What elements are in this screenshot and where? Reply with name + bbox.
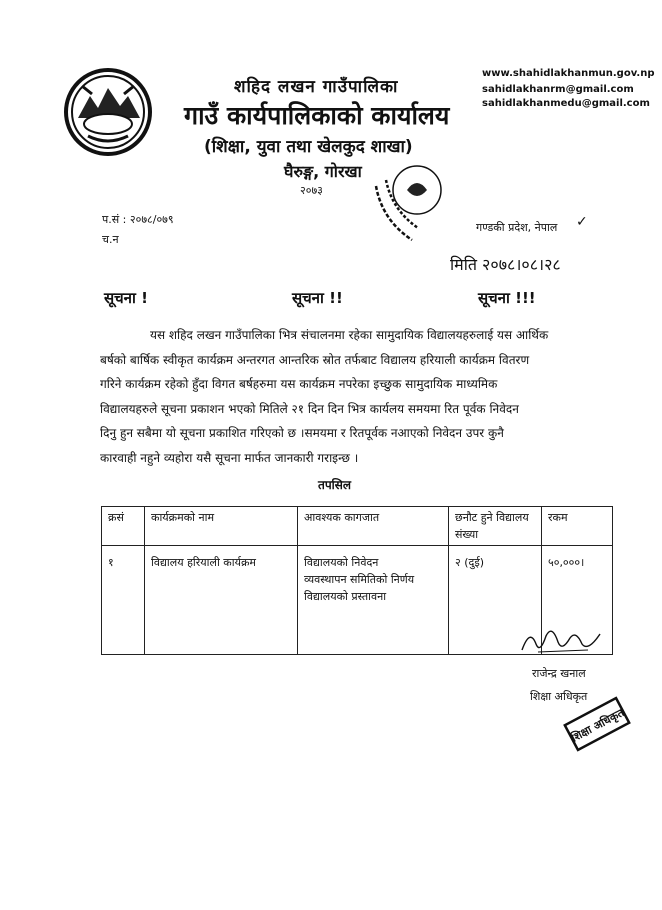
office-location: घैरुङ्ग, गोरखा [284, 162, 362, 181]
email-text-2: sahidlakhanmedu@gmail.com [482, 98, 650, 109]
notice-date: मिति २०७८।०८।२८ [450, 255, 561, 274]
dispatch-number: च.न [102, 233, 119, 246]
notice-heading-1: सूचना ! [104, 289, 148, 307]
notice-heading-3: सूचना !!! [478, 289, 536, 307]
cell-program: विद्यालय हरियाली कार्यक्रम [145, 546, 298, 655]
body-line: कारवाही नहुने व्यहोरा यसै सूचना मार्फत जानकारी गराइन्छ । [100, 450, 359, 465]
cell-documents [298, 546, 449, 655]
municipality-name: शहिद लखन गाउँपालिका [234, 77, 399, 97]
reference-number: प.सं : २०७८/०७९ [102, 213, 174, 226]
cell-amount: ५०,०००। [542, 546, 613, 655]
table-header-row [102, 507, 613, 546]
header-serial: क्रसं [102, 507, 145, 546]
cell-schools: २ (दुई) [449, 546, 542, 655]
website-text: www.shahidlakhanmun.gov.np [482, 68, 655, 79]
province-text: गण्डकी प्रदेश, नेपाल [476, 221, 558, 234]
officer-title: शिक्षा अधिकृत [530, 690, 588, 703]
section-name: (शिक्षा, युवा तथा खेलकुद शाखा) [204, 137, 413, 157]
body-line: विद्यालयहरुले सूचना प्रकाशन भएको मितिले २१ दिन दिन भित्र कार्यलय समयमा रित पूर्वक निवेदन [100, 401, 519, 416]
signature-scribble [518, 624, 604, 658]
notice-body [100, 323, 624, 470]
cell-serial: १ [102, 546, 145, 655]
document-item: विद्यालयको प्रस्तावना [304, 590, 387, 603]
stamp-text: शिक्षा अधिकृत [569, 706, 627, 745]
body-line: दिनु हुन सबैमा यो सूचना प्रकाशित गरिएको छ ।समयमा र रितपूर्वक नआएको निवेदन उपर कुनै [100, 426, 504, 440]
body-line: गरिने कार्यक्रम रहेको हुँदा विगत बर्षहरुमा यस कार्यक्रम नपरेका इच्छुक सामुदायिक माध्यमिक [100, 377, 498, 391]
tick-mark: ✓ [576, 214, 588, 230]
document-item: विद्यालयको निवेदन [304, 556, 379, 569]
email-text-1: sahidlakhanrm@gmail.com [482, 84, 634, 95]
nepal-emblem-logo [62, 66, 154, 158]
header-program: कार्यक्रमको नाम [145, 507, 298, 546]
table-caption: तपसिल [318, 478, 352, 492]
body-line: यस शहिद लखन गाउँपालिका भित्र संचालनमा रहेका सामुदायिक विद्यालयहरुलाई यस आर्थिक [150, 328, 549, 342]
officer-name: राजेन्द्र खनाल [532, 667, 586, 680]
header-schools: छनौट हुने विद्यालय संख्या [449, 507, 542, 546]
established-year: २०७३ [300, 184, 323, 197]
body-line: बर्षको बार्षिक स्वीकृत कार्यक्रम अन्तरगत आन्तरिक स्रोत तर्फबाट विद्यालय हरियाली कार्यक्रम वितरण [100, 352, 530, 367]
round-office-stamp [362, 150, 462, 250]
notice-heading-2: सूचना !! [292, 289, 343, 307]
header-amount: रकम [542, 507, 613, 546]
document-item: व्यवस्थापन समितिको निर्णय [304, 573, 415, 586]
header-documents: आवश्यक कागजात [298, 507, 449, 546]
office-title: गाउँ कार्यपालिकाको कार्यालय [184, 101, 450, 130]
